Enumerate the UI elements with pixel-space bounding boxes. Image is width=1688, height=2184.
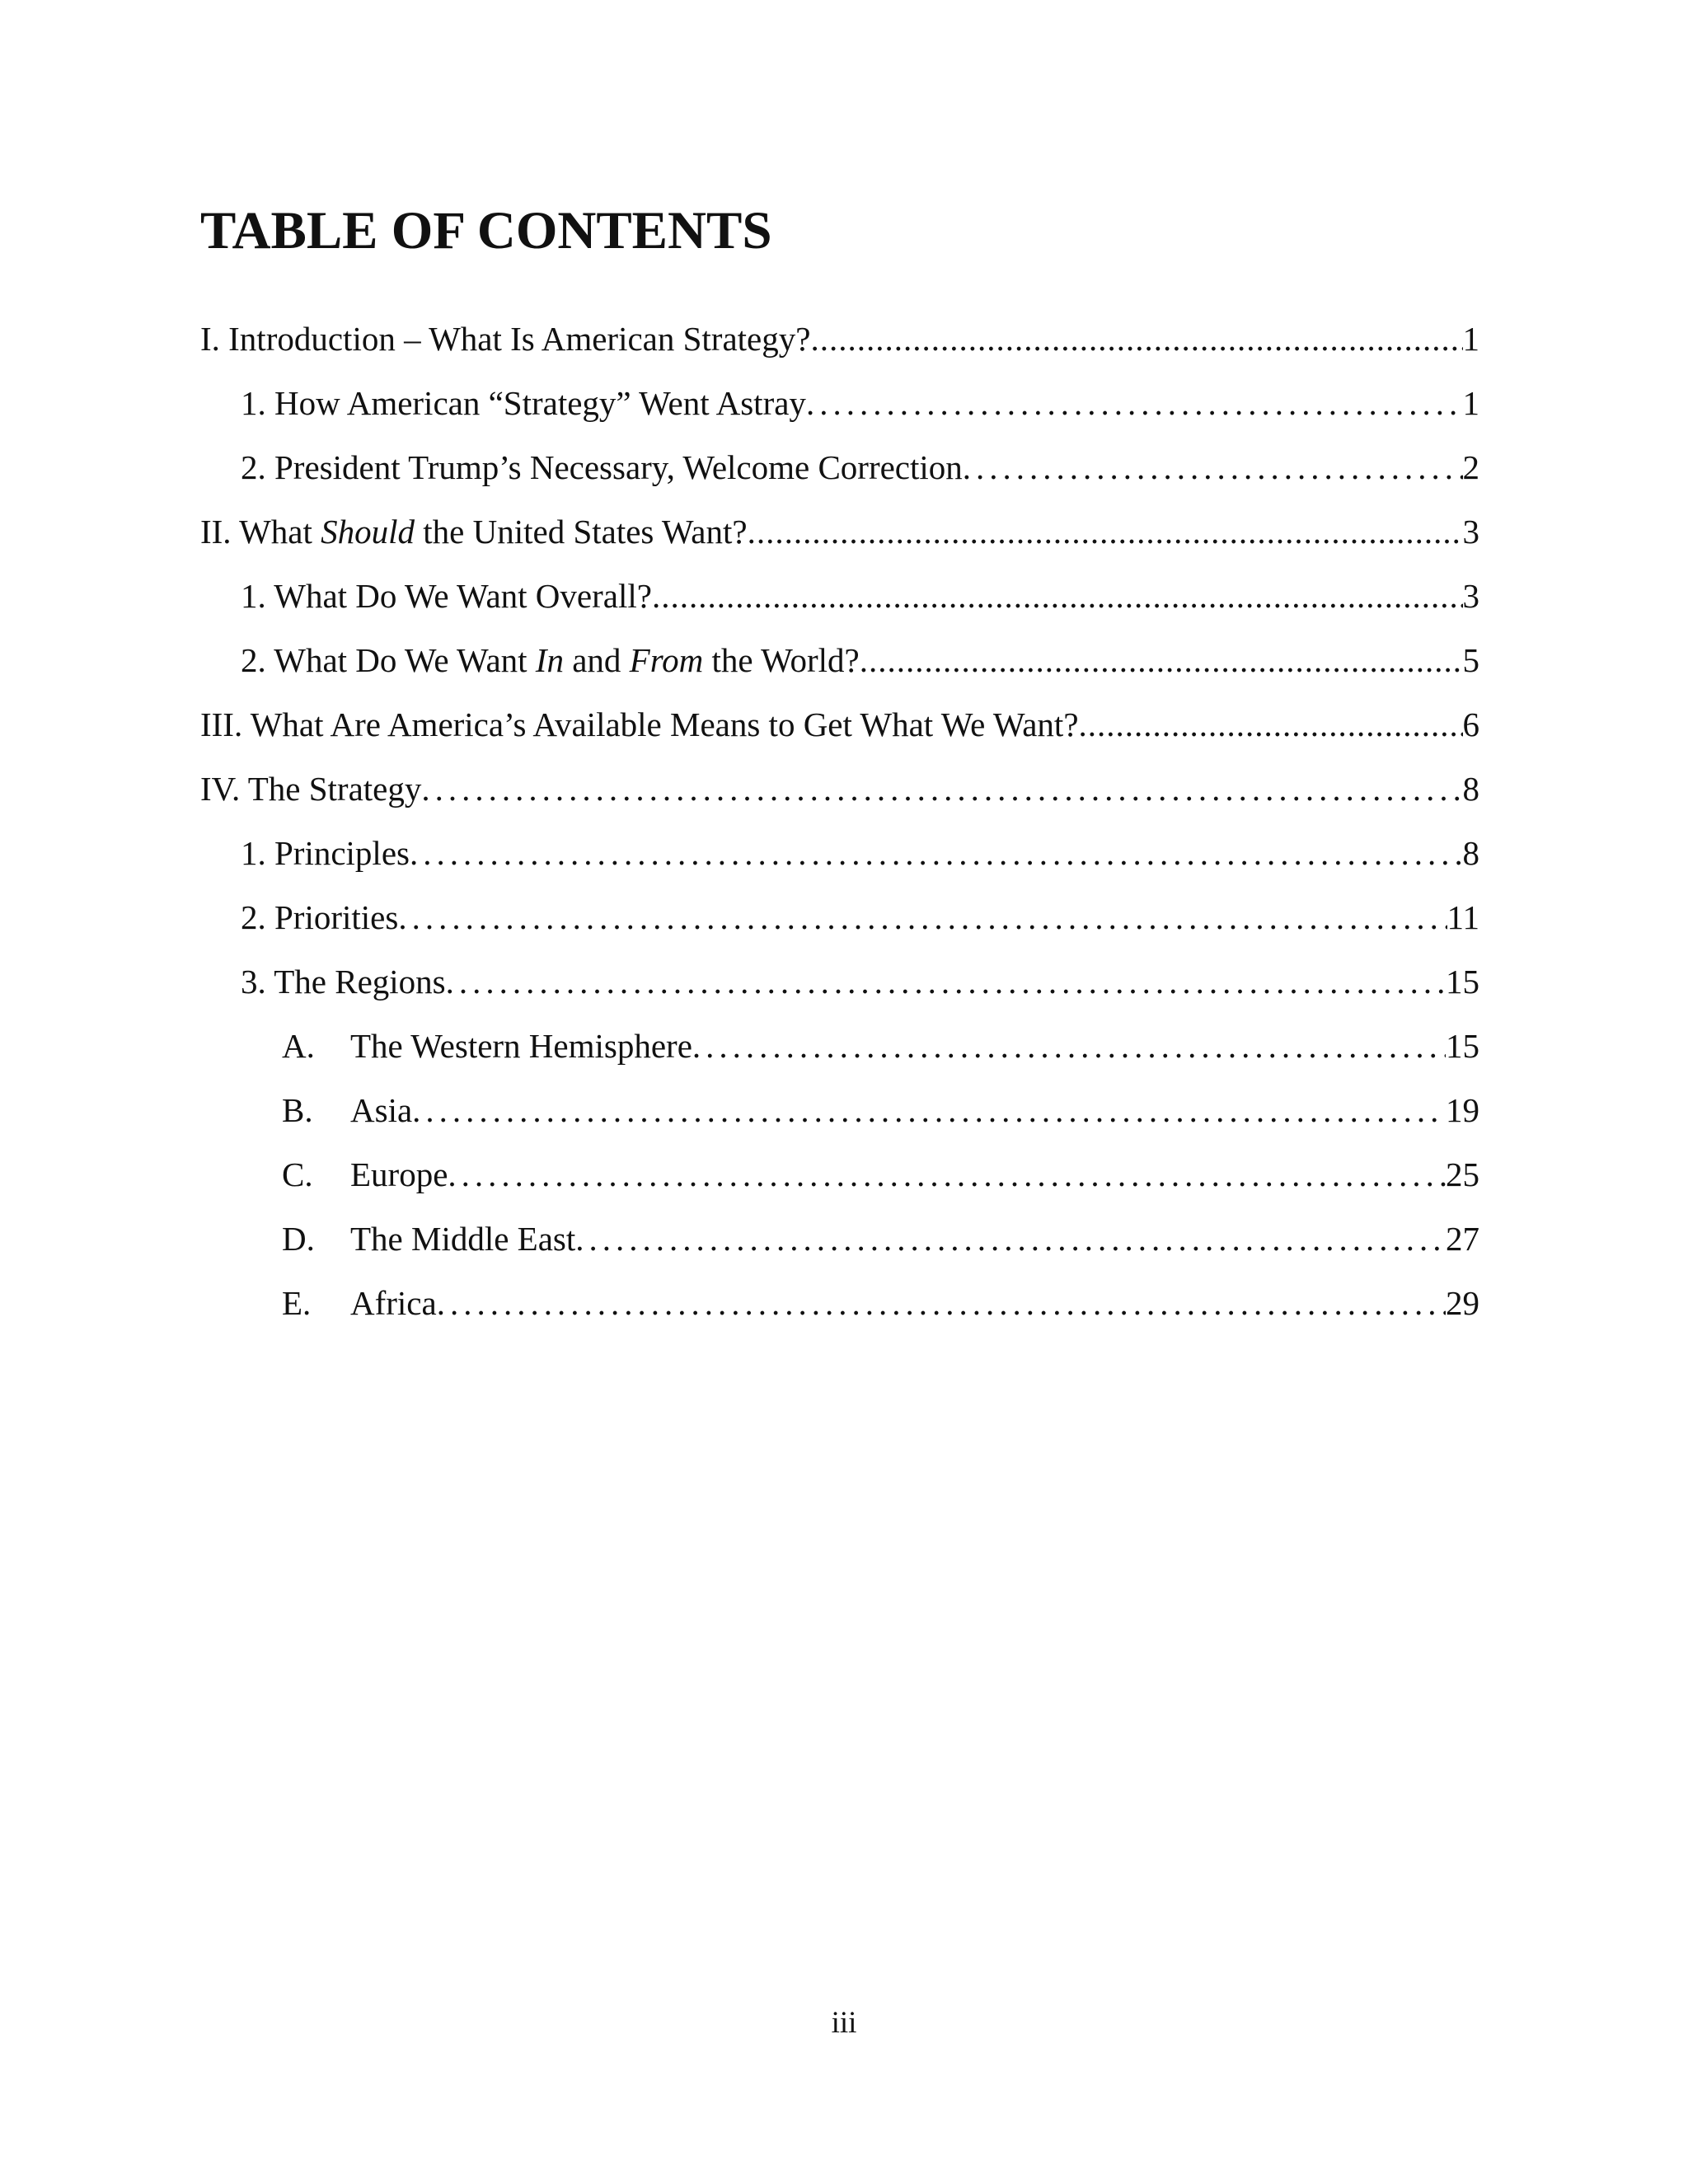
toc-page-number: 11 [1447,898,1479,936]
toc-page-number: 1 [1462,320,1479,358]
toc-entry-the-regions[interactable] [241,956,1479,1007]
toc-entry-middle-east[interactable] [282,1213,1479,1264]
toc-entry-priorities[interactable] [241,892,1479,943]
toc-page-number: 6 [1462,705,1479,743]
page-number-footer: iii [831,2006,857,2040]
toc-entry-label: A. The Western Hemisphere [282,1020,692,1071]
toc-entry-introduction[interactable] [200,313,1479,364]
toc-page-number: 27 [1446,1220,1479,1258]
dot-leader [806,377,1463,429]
dot-leader [692,1020,1446,1071]
toc-entry-label: 1. What Do We Want Overall? [241,577,652,615]
dot-leader [652,570,1463,621]
toc-entry-africa[interactable] [282,1277,1479,1329]
toc-entry-trump-correction[interactable] [241,442,1479,493]
dot-leader [448,1149,1446,1200]
toc-entry-western-hemisphere[interactable] [282,1020,1479,1071]
toc-page-number: 19 [1446,1091,1479,1129]
toc-entry-letter: D. [282,1220,315,1258]
dot-leader [810,313,1462,364]
toc-entry-want-in-from-world[interactable] [241,635,1479,686]
toc-page-number: 29 [1446,1284,1479,1322]
toc-entry-label: E. Africa [282,1277,437,1329]
toc-entry-label: 3. The Regions [241,963,446,1001]
dot-leader [410,827,1463,879]
dot-leader [748,506,1463,557]
dot-leader [1079,699,1463,750]
dot-leader [860,635,1463,686]
toc-entry-want-overall[interactable] [241,570,1479,621]
toc-entry-label: II. What Should the United States Want? [200,513,748,551]
toc-entry-label: III. What Are America’s Available Means to Get What We Want? [200,705,1079,743]
toc-entry-strategy-went-astray[interactable] [241,377,1479,429]
toc-entry-label: IV. The Strategy [200,770,422,808]
dot-leader [398,892,1447,943]
toc-entry-label: 2. Priorities [241,898,399,936]
toc-entry-letter: C. [282,1155,313,1193]
toc-entry-asia[interactable] [282,1085,1479,1136]
toc-page-number: 3 [1462,577,1479,615]
toc-entry-what-should-us-want[interactable] [200,506,1479,557]
toc-entry-available-means[interactable] [200,699,1479,750]
toc-entry-label: D. The Middle East [282,1213,575,1264]
toc-page-number: 3 [1462,513,1479,551]
dot-leader [421,763,1462,814]
toc-page-number: 5 [1462,641,1479,679]
dot-leader [412,1085,1446,1136]
toc-entry-letter: A. [282,1027,315,1065]
toc-entry-label: C. Europe [282,1149,448,1200]
toc-page-number: 25 [1446,1155,1479,1193]
toc-page-number: 8 [1462,770,1479,808]
toc-entry-europe[interactable] [282,1149,1479,1200]
dot-leader [437,1277,1446,1329]
toc-page-number: 15 [1446,963,1479,1001]
page-title: TABLE OF CONTENTS [200,201,772,260]
toc-entry-label: B. Asia [282,1085,412,1136]
toc-page-number: 1 [1462,384,1479,422]
toc-entry-letter: E. [282,1284,312,1322]
toc-entry-label: 1. Principles [241,834,410,872]
toc-entry-label: 2. What Do We Want In and From the World? [241,641,860,679]
toc-entry-principles[interactable] [241,827,1479,879]
toc-page-number: 2 [1462,448,1479,486]
dot-leader [575,1213,1446,1264]
toc-entry-label: I. Introduction – What Is American Strategy? [200,320,811,358]
toc-entry-label: 2. President Trump’s Necessary, Welcome Correction [241,448,963,486]
toc-entry-letter: B. [282,1091,313,1129]
toc-entry-the-strategy[interactable] [200,763,1479,814]
dot-leader [446,956,1446,1007]
toc-page-number: 8 [1462,834,1479,872]
toc-page-number: 15 [1446,1027,1479,1065]
toc-entry-label: 1. How American “Strategy” Went Astray [241,384,806,422]
dot-leader [963,442,1463,493]
